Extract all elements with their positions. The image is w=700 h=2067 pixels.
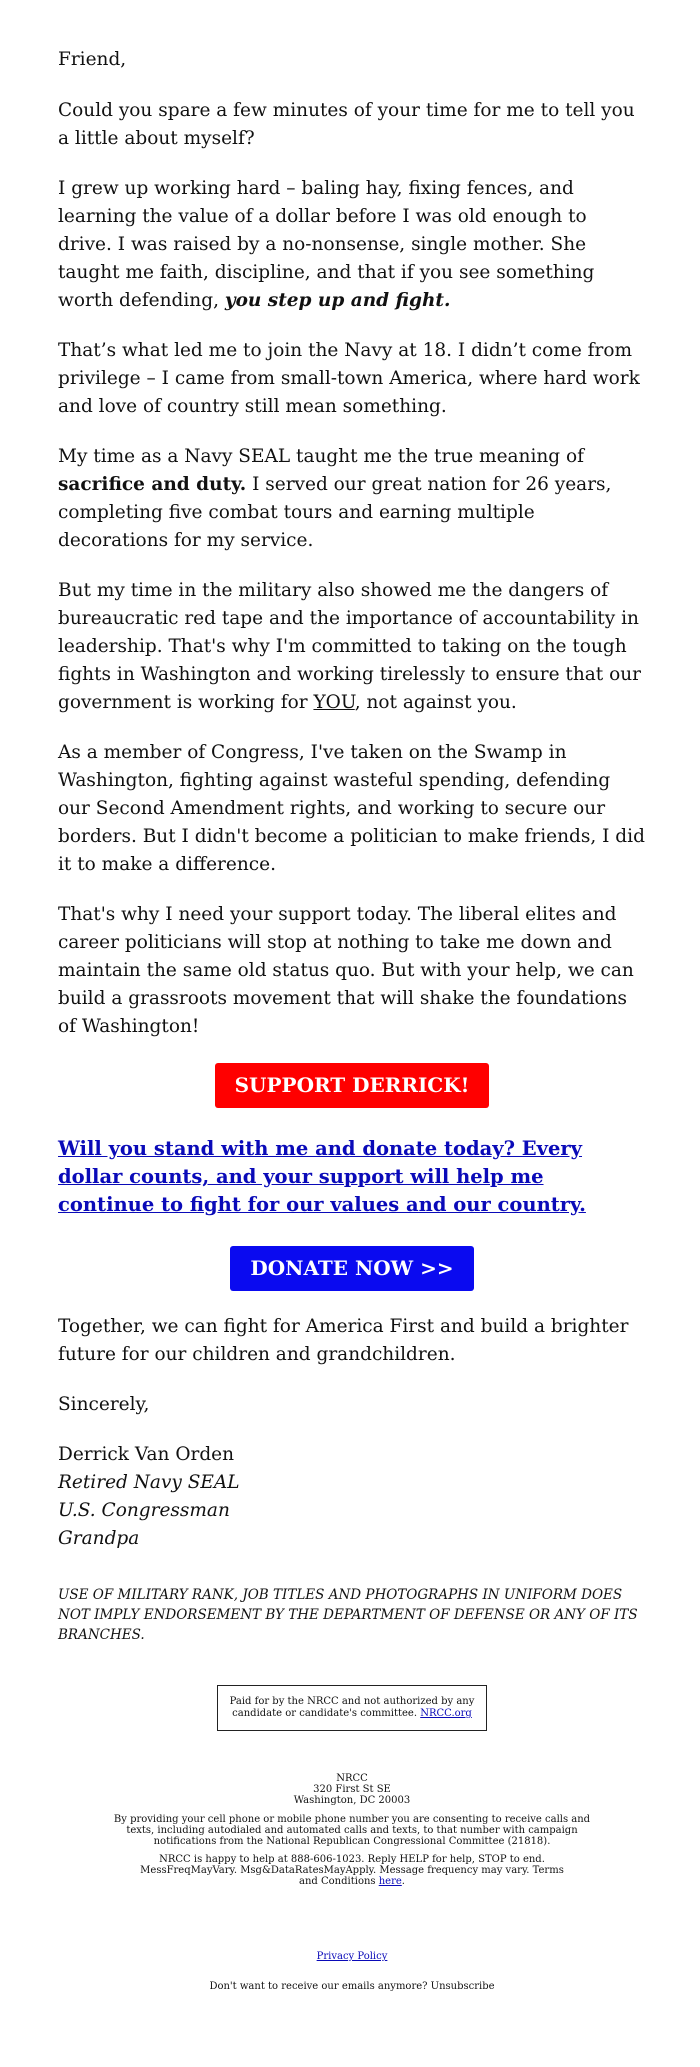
paid-for-box [217, 1685, 487, 1731]
military-disclaimer: USE OF MILITARY RANK, JOB TITLES AND PHOTOGRAPHS IN UNIFORM DOES NOT IMPLY ENDORSEMENT BY THE DEPARTMENT OF DEFENSE OR ANY OF ITS BRANCHES. [58, 1587, 638, 1643]
sacrifice-duty-emphasis: sacrifice and duty. [58, 474, 247, 495]
military-text-start: But my time in the military also showed me the dangers of bureaucratic red tape and the importance of accountability in leadership. That's why I'm committed to taking on the tough fights in Washington and working tirelessly to ensure that our government is working for [58, 580, 641, 713]
paragraph-seal [58, 443, 646, 555]
footer-help [132, 1854, 572, 1887]
paragraph-upbringing [58, 175, 646, 315]
donate-now-button[interactable]: DONATE NOW >> [230, 1246, 473, 1291]
unsubscribe-text[interactable]: Don't want to receive our emails anymore? Unsubscribe [209, 1981, 495, 1992]
paragraph-intro: Could you spare a few minutes of your time for me to tell you a little about myself? [58, 100, 635, 149]
paragraph-navy: That’s what led me to join the Navy at 18. I didn’t come from privilege – I came from small-town America, where hard work and love of country still mean something. [58, 340, 640, 417]
signature-title-seal: Retired Navy SEAL [58, 1472, 240, 1493]
donate-button-row [58, 1246, 646, 1291]
signature-title-grandpa: Grandpa [58, 1528, 140, 1549]
closing: Sincerely, [58, 1394, 150, 1415]
support-button-row [58, 1063, 646, 1108]
help-text: NRCC is happy to help at 888-606-1023. Reply HELP for help, STOP to end. MessFreqMayVary. Msg&DataRatesMayApply. Message frequency may vary. Terms and Conditions [140, 1854, 564, 1887]
upbringing-text: I grew up working hard – baling hay, fixing fences, and learning the value of a dollar before I was old enough to drive. I was raised by a no-nonsense, single mother. She taught me faith, discipline, and that if you see something worth defending, [58, 178, 595, 311]
military-text-end: , not against you. [354, 692, 517, 713]
greeting: Friend, [58, 49, 127, 70]
footer-address [58, 1773, 646, 1806]
seal-text-end: I served our great nation for 26 years, completing five combat tours and earning multiple decorations for my service. [58, 474, 612, 551]
signature-name: Derrick Van Orden [58, 1444, 235, 1465]
footer-street: 320 First St SE [313, 1784, 391, 1795]
footer-org: NRCC [336, 1773, 368, 1784]
terms-link[interactable]: here [378, 1876, 402, 1887]
you-emphasis: YOU [313, 692, 355, 713]
support-derrick-button[interactable]: SUPPORT DERRICK! [215, 1063, 490, 1108]
help-end: . [401, 1876, 405, 1887]
privacy-row [58, 1951, 646, 1962]
paragraph-together: Together, we can fight for America First and build a brighter future for our children and grandchildren. [58, 1316, 629, 1365]
paragraph-support: That's why I need your support today. The liberal elites and career politicians will stop at nothing to take me down and maintain the same old status quo. But with your help, we can build a grassroots movement that will shake the foundations of Washington! [58, 904, 634, 1037]
signature-block [58, 1441, 646, 1553]
step-up-emphasis: you step up and fight. [224, 290, 451, 311]
signature-title-congressman: U.S. Congressman [58, 1500, 230, 1521]
donate-ask-link[interactable]: Will you stand with me and donate today? Every dollar counts, and your support will help me continue to fight for our values and our country. [58, 1137, 586, 1216]
paragraph-congress: As a member of Congress, I've taken on the Swamp in Washington, fighting against wasteful spending, defending our Second Amendment rights, and working to secure our borders. But I didn't become a politician to make friends, I did it to make a difference. [58, 742, 645, 875]
nrcc-link[interactable]: NRCC.org [420, 1708, 472, 1719]
seal-text-start: My time as a Navy SEAL taught me the true meaning of [58, 446, 585, 467]
email-body [58, 46, 646, 1992]
paragraph-military [58, 577, 646, 717]
footer-city: Washington, DC 20003 [293, 1795, 411, 1806]
paid-for-text: Paid for by the NRCC and not authorized by any candidate or candidate's committee. [229, 1696, 475, 1719]
footer-consent: By providing your cell phone or mobile phone number you are consenting to receive calls and texts, including autodialed and automated calls and texts, to that number with campaign notifications from the National Republican Congressional Committee (21818). [113, 1814, 591, 1847]
privacy-policy-link[interactable]: Privacy Policy [316, 1951, 388, 1962]
